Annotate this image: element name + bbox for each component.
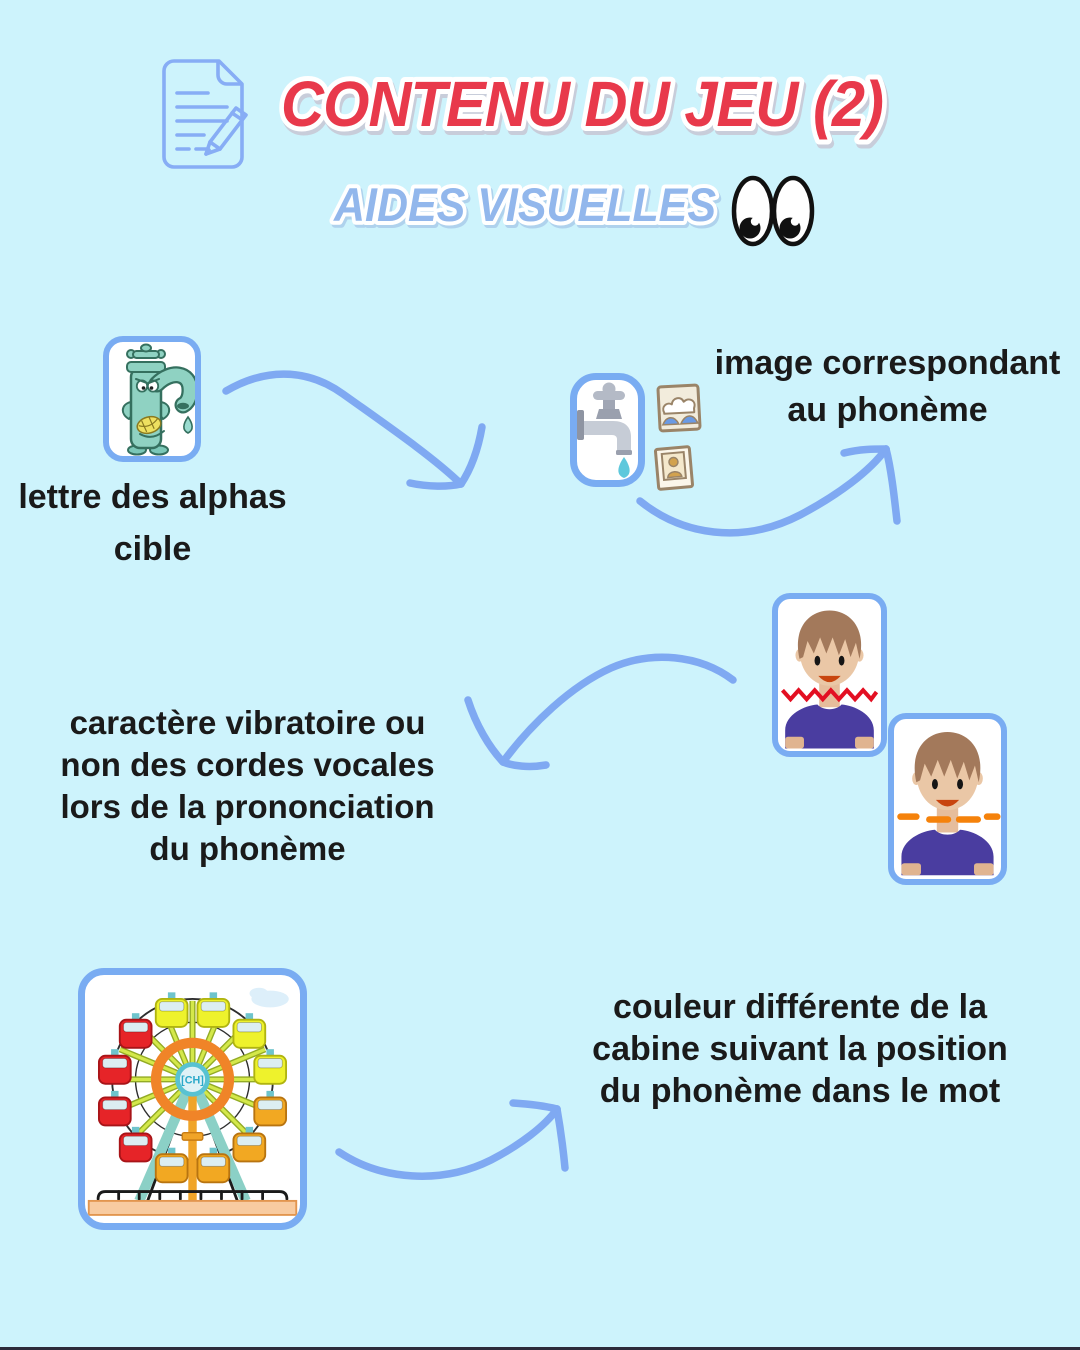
alpha-letter-card	[103, 336, 201, 462]
phoneme-image-card	[570, 373, 645, 487]
alpha-faucet-character-icon	[109, 342, 195, 456]
page-title	[270, 56, 890, 151]
subtitle-text: AIDES VISUELLES	[333, 178, 716, 231]
landscape-photo-icon	[656, 383, 702, 433]
label-line: cabine suivant la position	[592, 1030, 1008, 1068]
cabin-color-label	[585, 986, 1015, 1112]
boy-with-red-zigzag-collar-icon	[778, 599, 881, 751]
document-pencil-icon	[148, 56, 260, 172]
title-text: CONTENU DU JEU (2)	[281, 68, 883, 140]
unvoiced-boy-card	[888, 713, 1007, 885]
boy-with-orange-dashed-collar-icon	[894, 719, 1001, 879]
label-line: du phonème	[149, 830, 346, 867]
page-subtitle	[320, 168, 730, 243]
alpha-letter-label	[10, 471, 295, 575]
label-line: lettre des alphas	[18, 478, 287, 516]
label-line: caractère vibratoire ou	[69, 704, 426, 741]
label-line: cible	[113, 530, 192, 568]
arrow-alpha-to-faucet	[226, 374, 482, 486]
phoneme-image-label	[705, 340, 1070, 434]
ferris-hub-label: [CH]	[181, 1074, 204, 1087]
vocal-cords-label	[50, 702, 445, 870]
label-line: image correspondant	[714, 344, 1061, 382]
label-line: non des cordes vocales	[60, 746, 435, 783]
voiced-boy-card	[772, 593, 887, 757]
label-line: lors de la prononciation	[60, 788, 435, 825]
faucet-with-water-drop-icon	[577, 380, 638, 480]
arrow-boys-to-text	[468, 657, 733, 766]
label-line: au phonème	[787, 391, 988, 429]
eyes-emoji-icon	[727, 172, 819, 250]
label-line: du phonème dans le mot	[599, 1072, 1001, 1110]
ferris-wheel-card	[78, 968, 307, 1230]
ferris-wheel-icon	[85, 975, 300, 1223]
portrait-photo-icon	[653, 444, 695, 491]
label-line: couleur différente de la	[612, 988, 988, 1026]
arrow-wheel-to-text	[339, 1103, 565, 1176]
